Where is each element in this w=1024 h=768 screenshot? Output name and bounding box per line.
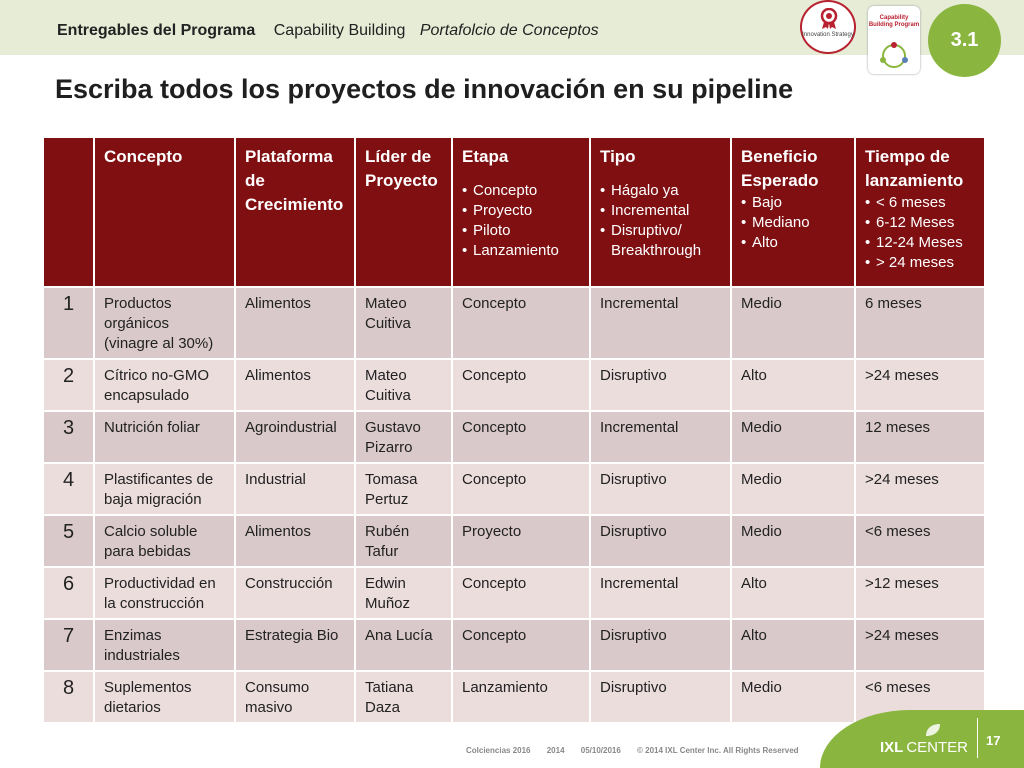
cell-plataforma: Consumo masivo	[235, 671, 355, 723]
cell-lider: Mateo Cuitiva	[355, 359, 452, 411]
table-row	[43, 671, 985, 723]
header-label: Tipo	[600, 147, 636, 166]
table-row	[43, 287, 985, 359]
cell-plataforma: Industrial	[235, 463, 355, 515]
cell-plataforma: Alimentos	[235, 359, 355, 411]
capability-building-card	[868, 6, 920, 74]
cell-etapa: Concepto	[452, 359, 590, 411]
cell-tipo: Disruptivo	[590, 515, 731, 567]
header-option: • 6-12 Meses	[865, 213, 975, 233]
header-cell-tipo	[590, 137, 731, 287]
header-label: Beneficio Esperado	[741, 147, 819, 190]
header-option: • Incremental	[600, 201, 721, 221]
cell-concepto: Productividad en la construcción	[94, 567, 235, 619]
cell-beneficio: Medio	[731, 411, 855, 463]
row-number: 6	[43, 567, 94, 619]
footer-copyright: © 2014 IXL Center Inc. All Rights Reserved	[637, 746, 799, 755]
cell-etapa: Concepto	[452, 463, 590, 515]
row-number: 4	[43, 463, 94, 515]
cell-concepto: Plastificantes de baja migración	[94, 463, 235, 515]
cell-etapa: Lanzamiento	[452, 671, 590, 723]
cell-lider: Tatiana Daza	[355, 671, 452, 723]
cell-tipo: Incremental	[590, 411, 731, 463]
cell-tipo: Disruptivo	[590, 463, 731, 515]
row-number: 2	[43, 359, 94, 411]
cbp-label: Capability Building Program	[868, 15, 920, 28]
header-option: • Mediano	[741, 213, 845, 233]
cell-lider: Ana Lucía	[355, 619, 452, 671]
cell-tipo: Disruptivo	[590, 619, 731, 671]
leaf-icon	[924, 722, 942, 738]
row-number: 1	[43, 287, 94, 359]
cell-beneficio: Alto	[731, 619, 855, 671]
row-number: 8	[43, 671, 94, 723]
header-label: Plataforma de Crecimiento	[245, 147, 344, 214]
header-options	[462, 181, 580, 261]
table-header-row	[43, 137, 985, 287]
header-options	[741, 193, 845, 253]
header-option: • Alto	[741, 233, 845, 253]
cell-beneficio: Medio	[731, 287, 855, 359]
cell-plataforma: Alimentos	[235, 515, 355, 567]
cell-beneficio: Medio	[731, 515, 855, 567]
table-row	[43, 359, 985, 411]
breadcrumb-capability: Capability Building	[273, 22, 406, 39]
header-cell-etapa	[452, 137, 590, 287]
logo-part-ixl: IXL	[880, 739, 904, 756]
footer-source: Colciencias 2016	[466, 746, 531, 755]
cell-lider: Rubén Tafur	[355, 515, 452, 567]
logo-part-center: CENTER	[906, 739, 969, 756]
badge-label: Innovation Strategy	[802, 32, 854, 38]
cell-plataforma: Agroindustrial	[235, 411, 355, 463]
cell-tiempo: >24 meses	[855, 463, 985, 515]
cell-tiempo: >24 meses	[855, 619, 985, 671]
cell-tiempo: 12 meses	[855, 411, 985, 463]
cell-concepto: Productos orgánicos (vinagre al 30%)	[94, 287, 235, 359]
table-row	[43, 619, 985, 671]
table-row	[43, 411, 985, 463]
innovation-strategy-badge	[800, 0, 856, 54]
section-number-badge: 3.1	[928, 4, 1001, 77]
header-option: • Bajo	[741, 193, 845, 213]
cell-beneficio: Alto	[731, 359, 855, 411]
cell-plataforma: Construcción	[235, 567, 355, 619]
row-number: 3	[43, 411, 94, 463]
header-option: • > 24 meses	[865, 253, 975, 273]
cell-tipo: Disruptivo	[590, 359, 731, 411]
cell-etapa: Concepto	[452, 619, 590, 671]
table-row	[43, 463, 985, 515]
breadcrumb-program: Entregables del Programa	[57, 22, 256, 39]
cell-concepto: Nutrición foliar	[94, 411, 235, 463]
row-number: 7	[43, 619, 94, 671]
ixl-center-logo	[880, 739, 968, 756]
cell-tiempo: >24 meses	[855, 359, 985, 411]
table-row	[43, 567, 985, 619]
header-label: Etapa	[462, 147, 509, 166]
header-cell-plataforma	[235, 137, 355, 287]
cell-beneficio: Medio	[731, 671, 855, 723]
cell-tiempo: <6 meses	[855, 671, 985, 723]
header-option: • Disruptivo/ Breakthrough	[600, 221, 721, 261]
header-cell-concepto	[94, 137, 235, 287]
header-cell-lider	[355, 137, 452, 287]
header-option: • 12-24 Meses	[865, 233, 975, 253]
header-label: Concepto	[104, 147, 183, 166]
header-cell-beneficio	[731, 137, 855, 287]
cell-concepto: Cítrico no-GMO encapsulado	[94, 359, 235, 411]
table-row	[43, 515, 985, 567]
cell-lider: Edwin Muñoz	[355, 567, 452, 619]
cell-concepto: Suplementos dietarios	[94, 671, 235, 723]
header-label: Líder de Proyecto	[365, 147, 438, 190]
cell-tipo: Incremental	[590, 287, 731, 359]
breadcrumb-portfolio: Portafolcio de Conceptos	[419, 22, 599, 39]
cell-lider: Mateo Cuitiva	[355, 287, 452, 359]
row-number: 5	[43, 515, 94, 567]
cell-tiempo: 6 meses	[855, 287, 985, 359]
breadcrumb	[57, 22, 599, 40]
header-label: Tiempo de lanzamiento	[865, 147, 964, 190]
cell-tipo: Incremental	[590, 567, 731, 619]
page-number: 17	[986, 733, 1001, 748]
cell-beneficio: Medio	[731, 463, 855, 515]
cell-tipo: Disruptivo	[590, 671, 731, 723]
cell-etapa: Concepto	[452, 567, 590, 619]
cell-plataforma: Estrategia Bio	[235, 619, 355, 671]
header-options	[600, 181, 721, 261]
cell-plataforma: Alimentos	[235, 287, 355, 359]
cell-concepto: Calcio soluble para bebidas	[94, 515, 235, 567]
footer-text	[466, 746, 813, 755]
pipeline-table	[42, 136, 986, 724]
award-icon	[819, 8, 839, 30]
page-divider	[977, 718, 978, 758]
cell-lider: Gustavo Pizarro	[355, 411, 452, 463]
header-cell-index	[43, 137, 94, 287]
cell-etapa: Concepto	[452, 287, 590, 359]
header-option: • Concepto	[462, 181, 580, 201]
footer-date: 05/10/2016	[580, 746, 621, 755]
cell-concepto: Enzimas industriales	[94, 619, 235, 671]
cell-etapa: Concepto	[452, 411, 590, 463]
header-option: • Piloto	[462, 221, 580, 241]
cycle-diagram-icon	[878, 42, 910, 70]
header-option: • Lanzamiento	[462, 241, 580, 261]
cell-beneficio: Alto	[731, 567, 855, 619]
cell-etapa: Proyecto	[452, 515, 590, 567]
cell-tiempo: >12 meses	[855, 567, 985, 619]
header-option: • Hágalo ya	[600, 181, 721, 201]
cell-tiempo: <6 meses	[855, 515, 985, 567]
header-options	[865, 193, 975, 273]
header-cell-tiempo	[855, 137, 985, 287]
footer-year: 2014	[546, 746, 565, 755]
cell-lider: Tomasa Pertuz	[355, 463, 452, 515]
header-option: • < 6 meses	[865, 193, 975, 213]
header-option: • Proyecto	[462, 201, 580, 221]
page-title: Escriba todos los proyectos de innovación en su pipeline	[55, 74, 794, 104]
